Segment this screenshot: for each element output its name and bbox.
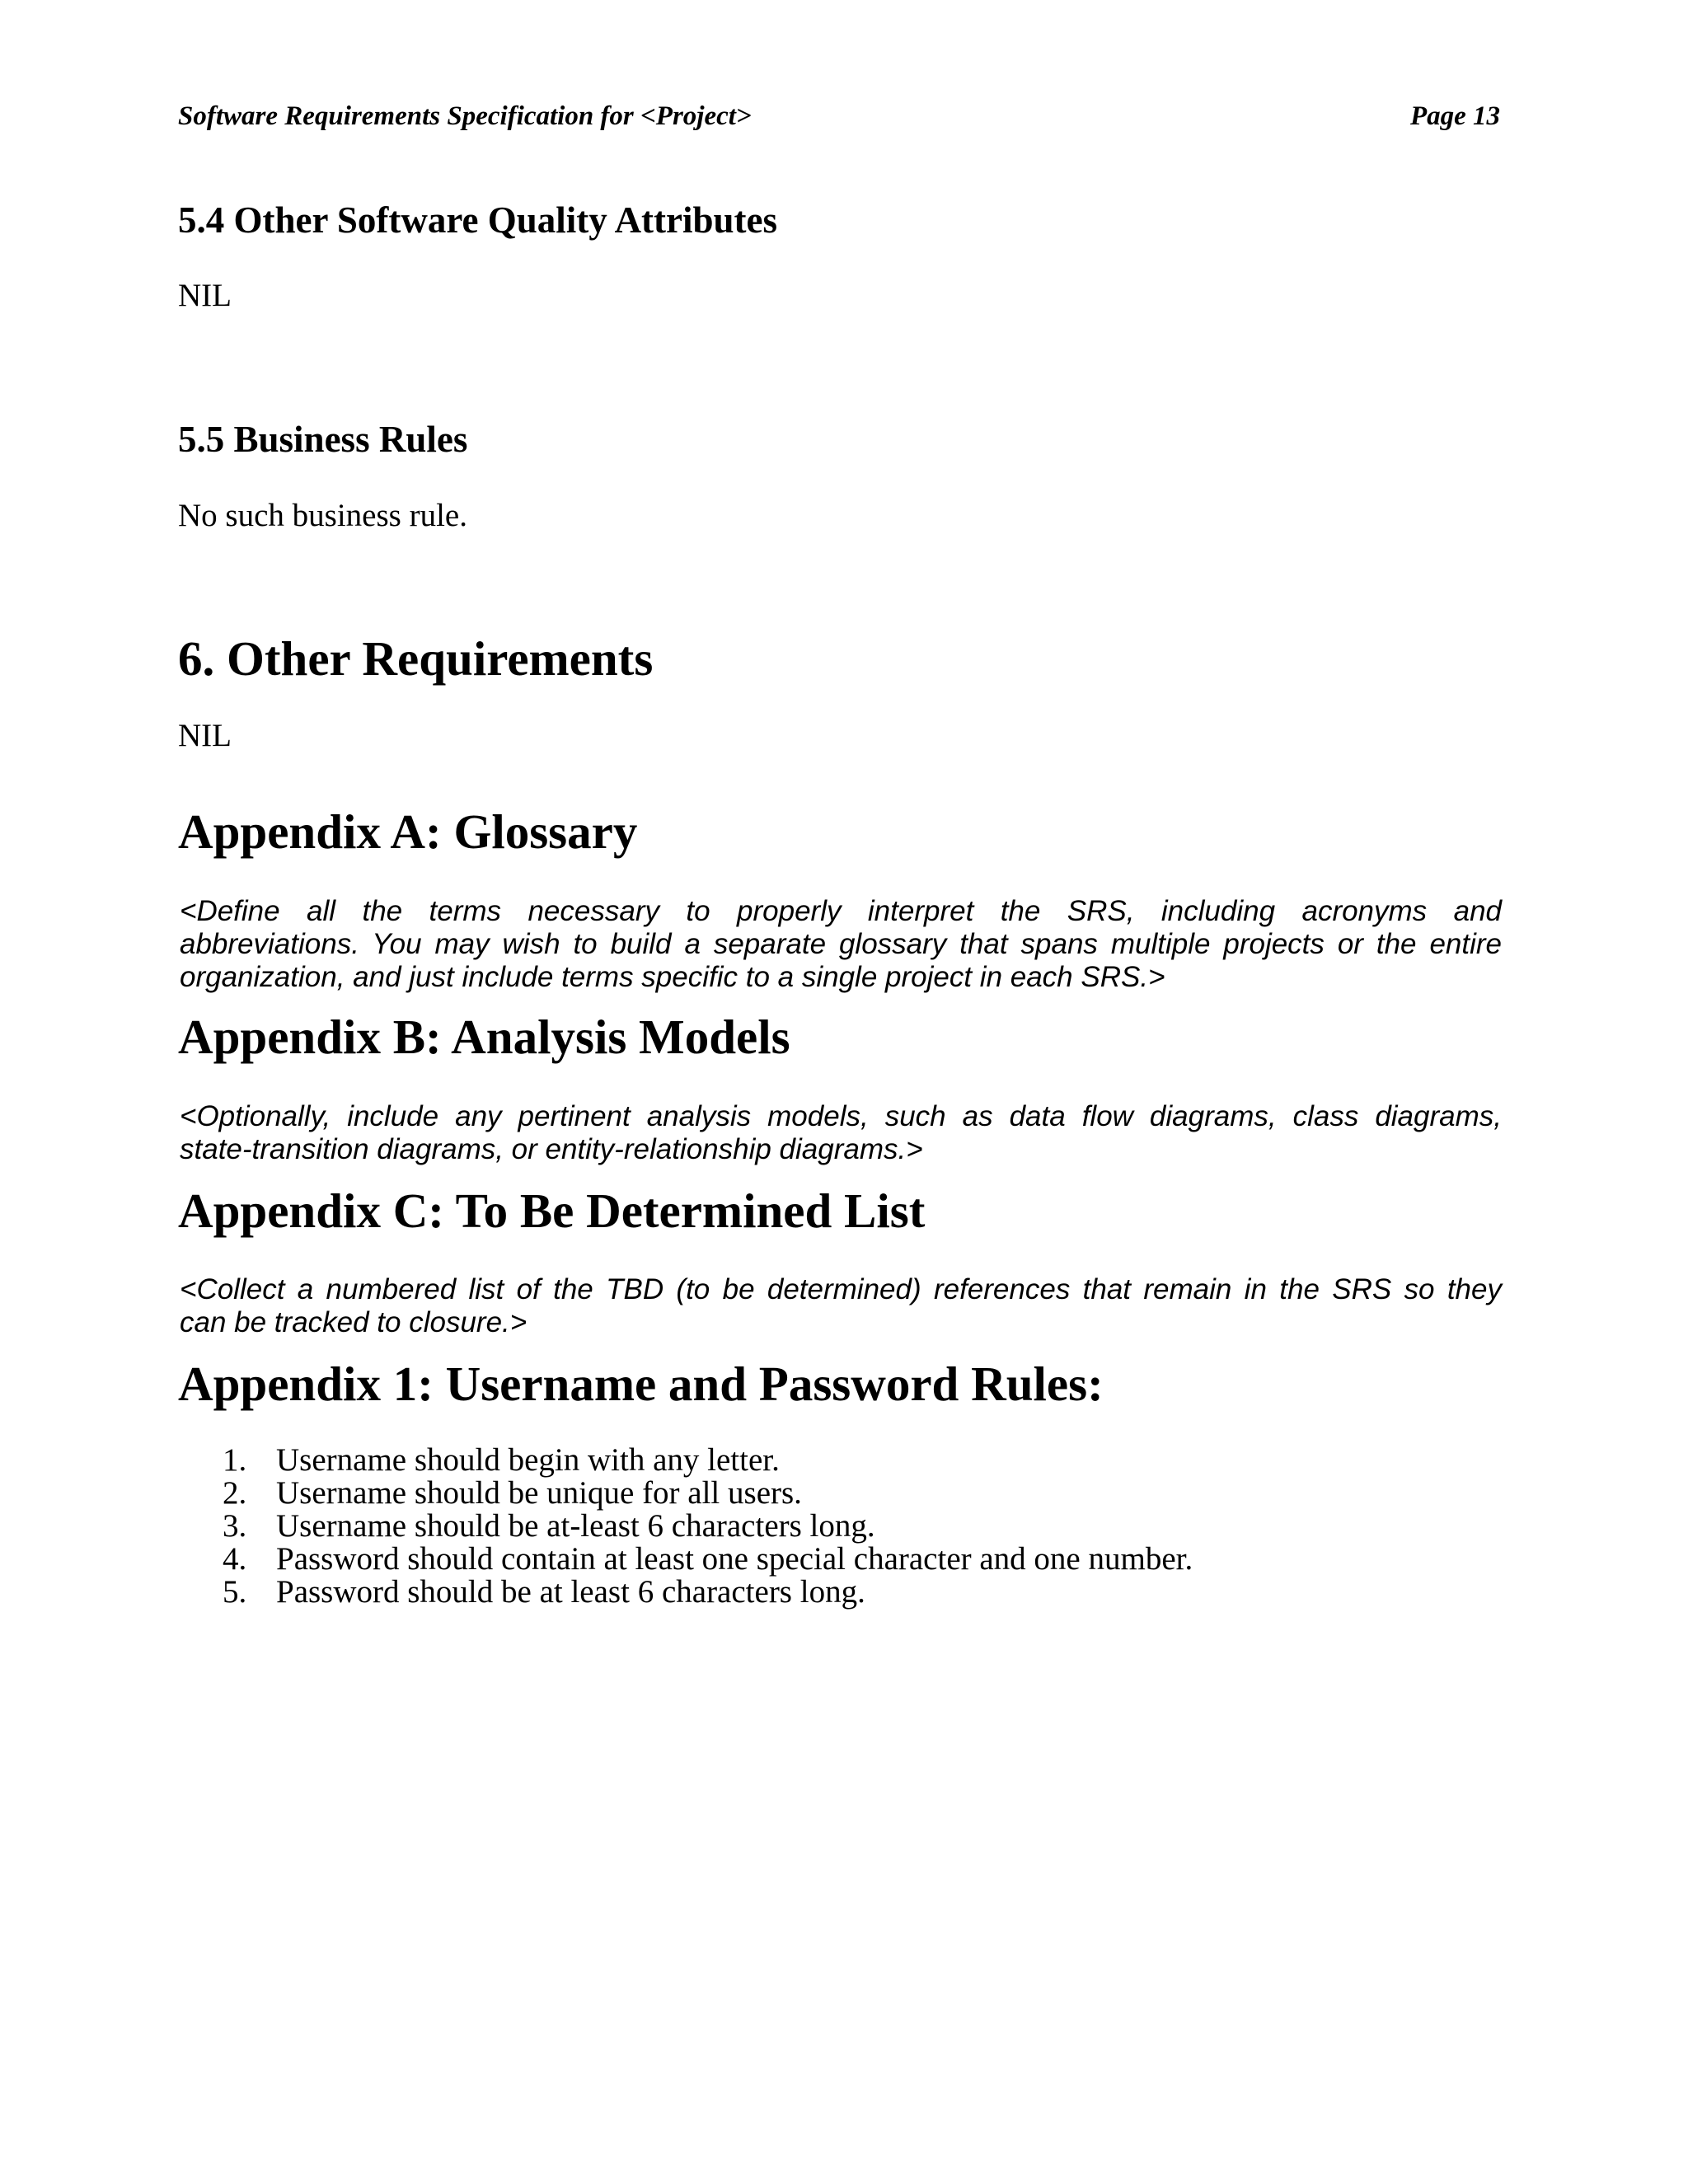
appendix-b-line-2: state-transition diagrams, or entity-relationship diagrams.> xyxy=(180,1133,923,1165)
appendix-b-heading: Appendix B: Analysis Models xyxy=(178,1010,790,1064)
appendix-a-line-3: organization, and just include terms specific to a single project in each SRS.> xyxy=(180,961,1165,993)
list-item-text: Username should begin with any letter. xyxy=(276,1442,780,1478)
list-item-number: 4. xyxy=(223,1541,247,1577)
section-5-4-heading: 5.4 Other Software Quality Attributes xyxy=(178,199,778,241)
list-item-text: Password should contain at least one special character and one number. xyxy=(276,1541,1193,1577)
section-6-body: NIL xyxy=(178,718,232,753)
list-item-text: Password should be at least 6 characters long. xyxy=(276,1574,865,1610)
appendix-a-line-2: abbreviations. You may wish to build a separate glossary that spans multiple projects or the entire xyxy=(180,928,1502,960)
section-6-heading: 6. Other Requirements xyxy=(178,631,654,686)
appendix-a-line-1: <Define all the terms necessary to properly interpret the SRS, including acronyms and xyxy=(180,895,1502,927)
section-5-5-heading: 5.5 Business Rules xyxy=(178,419,468,460)
appendix-b-line-1: <Optionally, include any pertinent analysis models, such as data flow diagrams, class diagrams, xyxy=(180,1100,1502,1132)
section-5-5-body: No such business rule. xyxy=(178,498,467,533)
appendix-c-line-2: can be tracked to closure.> xyxy=(180,1306,528,1338)
appendix-c-line-1: <Collect a numbered list of the TBD (to be determined) references that remain in the SRS so they xyxy=(180,1273,1502,1305)
appendix-b-template-text xyxy=(180,1100,1502,1166)
list-item-text: Username should be unique for all users. xyxy=(276,1475,802,1511)
appendix-1-heading: Appendix 1: Username and Password Rules: xyxy=(178,1357,1104,1411)
appendix-a-template-text xyxy=(180,895,1502,994)
section-5-4-body: NIL xyxy=(178,278,232,313)
appendix-c-template-text xyxy=(180,1273,1502,1339)
page-number: Page 13 xyxy=(1409,101,1500,131)
running-header-title: Software Requirements Specification for <Project> xyxy=(178,101,752,131)
list-item-text: Username should be at-least 6 characters long. xyxy=(276,1508,875,1544)
appendix-a-heading: Appendix A: Glossary xyxy=(178,804,638,859)
appendix-c-heading: Appendix C: To Be Determined List xyxy=(178,1183,926,1238)
list-item-number: 3. xyxy=(223,1508,247,1544)
list-item-number: 1. xyxy=(223,1442,247,1478)
list-item-number: 2. xyxy=(223,1475,247,1511)
list-item-number: 5. xyxy=(223,1574,247,1610)
